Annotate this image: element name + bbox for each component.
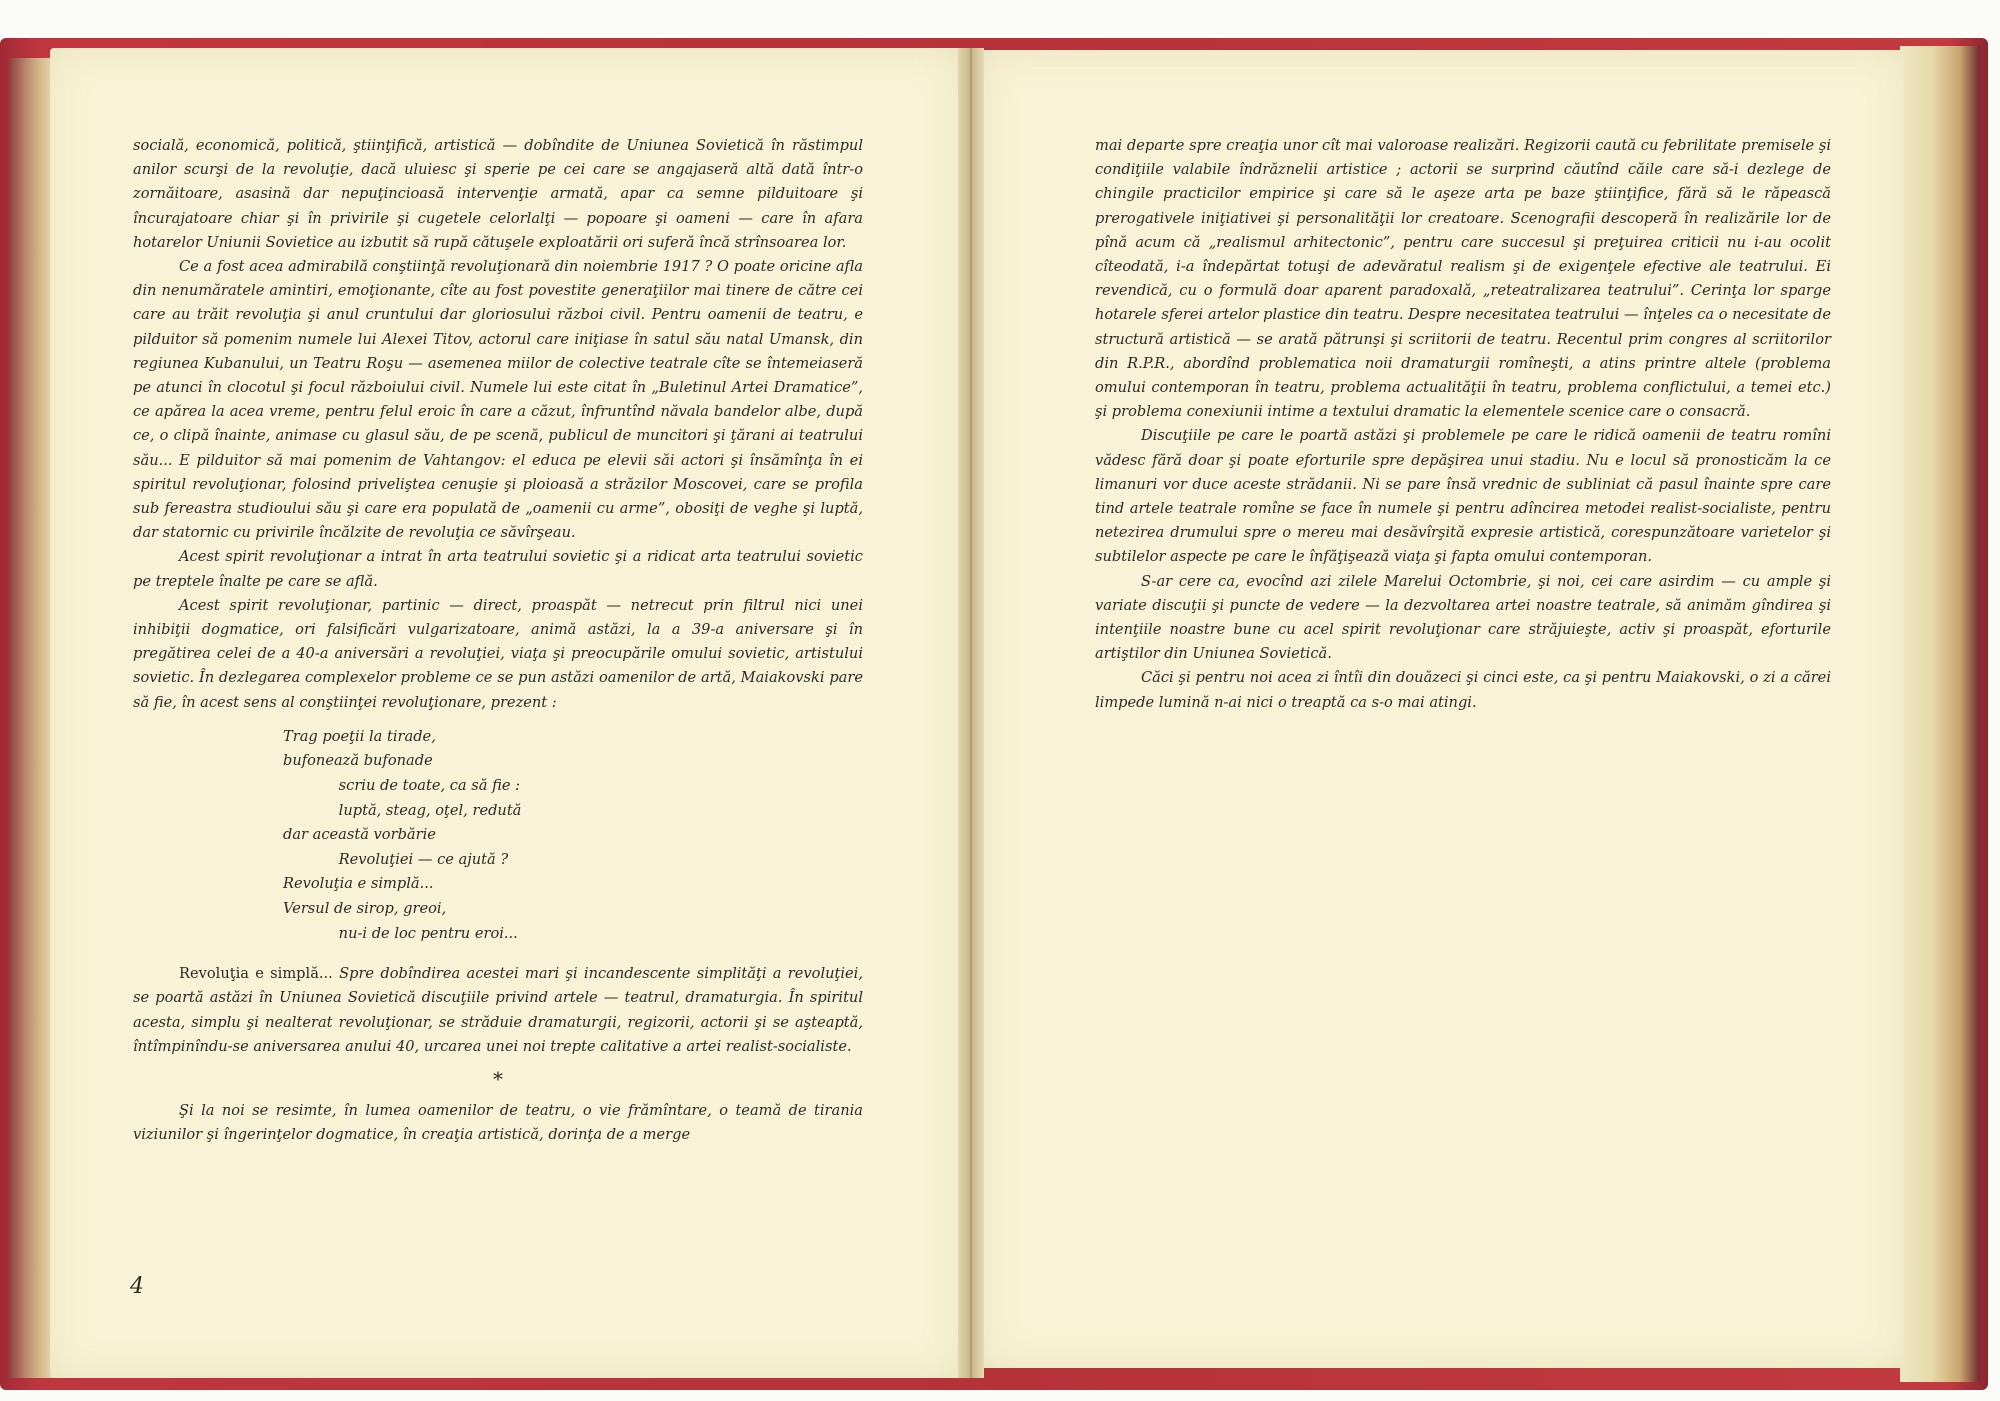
paragraph: Acest spirit revoluţionar, partinic — direct, proaspăt — netrecut prin filtrul nici unei inhibiţii dogmatice, ori falsificări vulgarizatoare, animă astăzi, la a 39-a aniversare şi în pregătirea celei de a 40-a aniversări a revoluţiei, viaţa şi preocupările omului sovietic, artistului sovietic. În dezlegarea complexelor probleme ce se pun astăzi oamenilor de artă, Maiakovski pare să fie, în acest sens al conştiinţei revoluţionare, prezent : <box>133 596 863 711</box>
section-separator: * <box>493 1067 503 1092</box>
page-edges-left <box>8 58 54 1378</box>
paragraph: Căci şi pentru noi acea zi întîi din douăzeci şi cinci este, ca şi pentru Maiakovski, o zi a cărei limpede lumină n-ai nici o treaptă ca s-o mai atingi. <box>1095 669 1831 711</box>
poem-line: nu-i de loc pentru eroi... <box>283 924 518 942</box>
paragraph-body: Spre dobîndirea acestei mari şi incandescente simplităţi a revoluţiei, se poartă astăzi în Uniunea Sovietică discuţiile privind artele — teatrul, dramaturgia. În spiritul acesta, simplu şi nealterat revoluţionar, se străduie dramaturgii, regizorii, actorii şi se aşteaptă, întîmpinîndu-se aniversarea anului 40, urcarea unei noi trepte calitative a artei realist-socialiste. <box>133 965 863 1055</box>
poem-line: bufonează bufonade <box>283 752 433 770</box>
paragraph: Discuţiile pe care le poartă astăzi şi problemele pe care le ridică oamenii de teatru romîni vădesc fără doar şi poate eforturile spre depăşirea unui stadiu. Nu e locul să pronosticăm la ce limanuri vor duce aceste strădanii. Ni se pare însă vrednic de subliniat că pasul înainte spre care tind artele teatrale romîne se face în numele şi pentru adîncirea metodei realist-socialiste, pentru netezirea drumului spre o mereu mai desăvîrşită expresie artistică, corespunzătoare varietelor şi subtilelor aspecte pe care le înfăţişează viaţa şi fapta omului contemporan. <box>1095 427 1831 566</box>
paragraph: Ce a fost acea admirabilă conştiinţă revoluţionară din noiembrie 1917 ? O poate oricine afla din nenumăratele amintiri, emoţionante, cîte au fost povestite generaţiilor mai tinere de către cei care au trăit revoluţia şi anul cruntului dar gloriosului război civil. Pentru oamenii de teatru, e pilduitor să pomenim numele lui Alexei Titov, actorul care iniţiase în satul său natal Umansk, din regiunea Kubanului, un Teatru Roşu — asemenea miilor de colective teatrale cîte se întemeiaseră pe atunci în clocotul şi focul războiului civil. Numele lui este citat în „Buletinul Artei Dramatice”, ce apărea la acea vreme, pentru felul eroic în care a căzut, înfruntînd năvala bandelor albe, după ce, o clipă înainte, animase cu glasul său, de pe scenă, publicul de muncitori şi ţărani ai teatrului său... E pilduitor să mai pomenim de Vahtangov: el educa pe elevii săi actori şi însămînţa în ei spiritul revoluţionar, folosind priveliştea cenuşie şi ploioasă a străzilor Moscovei, care se profila sub fereastra studioului său şi care era populată de „oamenii cu arme”, obosiţi de veghe şi luptă, dar statornic cu privirile încălzite de revoluţia ce săvîrşeau. <box>133 258 863 542</box>
poem-line: Versul de sirop, greoi, <box>283 900 447 918</box>
paragraph <box>133 962 863 1059</box>
paragraph: mai departe spre creaţia unor cît mai valoroase realizări. Regizorii caută cu febrilitate premisele şi condiţiile valabile îndrăznelii artistice ; actorii se surprind căutînd căile care să-i dezlege de chingile practicilor empirice şi care să le aşeze arta pe baze ştiinţifice, fără să le răpească prerogativele iniţiativei şi personalităţii lor creatoare. Scenografii descoperă în realizările lor de pînă acum că „realismul arhitectonic”, pentru care succesul şi preţuirea criticii nu i-au ocolit cîteodată, i-a îndepărtat totuşi de adevăratul realism şi de exigenţele efective ale teatrului. Ei revendică, cu o formulă doar aparent paradoxală, „reteatralizarea teatrului”. Cerinţa lor sparge hotarele sferei artelor plastice din teatru. Despre necesitatea teatrului — înţeles ca o necesitate de structură artistică — se arată pătrunşi şi scriitorii de teatru. Recentul prim congres al scriitorilor din R.P.R., abordînd problematica noii dramaturgii romîneşti, a atins printre altele (problema omului contemporan în teatru, problema actualităţii în teatru, problema conflictului, a temei etc.) şi problema conexiunii intime a textului dramatic la elementele scenice care o consacră. <box>1095 137 1831 421</box>
page-number: 4 <box>130 1274 144 1299</box>
paragraph-lead: Revoluţia e simplă... <box>179 965 333 983</box>
paragraph: S-ar cere ca, evocînd azi zilele Marelui Octombrie, şi noi, cei care asirdim — cu ample şi variate discuţii şi puncte de vedere — la dezvoltarea artei noastre teatrale, să animăm gîndirea şi intenţiile noastre bune cu acel spirit revoluţionar care străjuieşte, activ şi proaspăt, eforturile artiştilor din Uniunea Sovietică. <box>1095 572 1831 663</box>
book-gutter <box>958 48 984 1378</box>
left-page-text <box>133 134 863 1147</box>
poem-line: Revoluţia e simplă... <box>283 875 434 893</box>
poem-line: Revoluţiei — ce ajută ? <box>283 850 509 868</box>
poem-line: Trag poeţii la tirade, <box>283 727 436 745</box>
paragraph: socială, economică, politică, ştiinţifică, artistică — dobîndite de Uniunea Sovietică în răstimpul anilor scurşi de la revoluţie, dacă uluiesc şi sperie pe cei care se angajaseră altă dată într-o zornăitoare, asasină dar nepuţincioasă intervenţie armată, apar ca semne pilduitoare şi încurajatoare chiar şi în privirile şi cugetele celorlalţi — popoare şi oameni — care în afara hotarelor Uniunii Sovietice au izbutit să rupă cătuşele exploatării ori suferă încă strînsoarea lor. <box>133 137 863 251</box>
paragraph: Şi la noi se resimte, în lumea oamenilor de teatru, o vie frămîntare, o teamă de tirania viziunilor şi îngerinţelor dogmatice, în creaţia artistică, dorinţa de a merge <box>133 1102 863 1144</box>
poem-line: scriu de toate, ca să fie : <box>283 777 521 795</box>
poem-line: dar această vorbărie <box>283 826 436 844</box>
poem-line: luptă, steag, oţel, redută <box>283 801 522 819</box>
page-edges-right <box>1900 46 1980 1382</box>
paragraph: Acest spirit revoluţionar a intrat în arta teatrului sovietic şi a ridicat arta teatrului sovietic pe treptele înalte pe care se află. <box>133 548 863 590</box>
poem-quote <box>283 725 863 946</box>
right-page-text <box>1095 134 1831 715</box>
